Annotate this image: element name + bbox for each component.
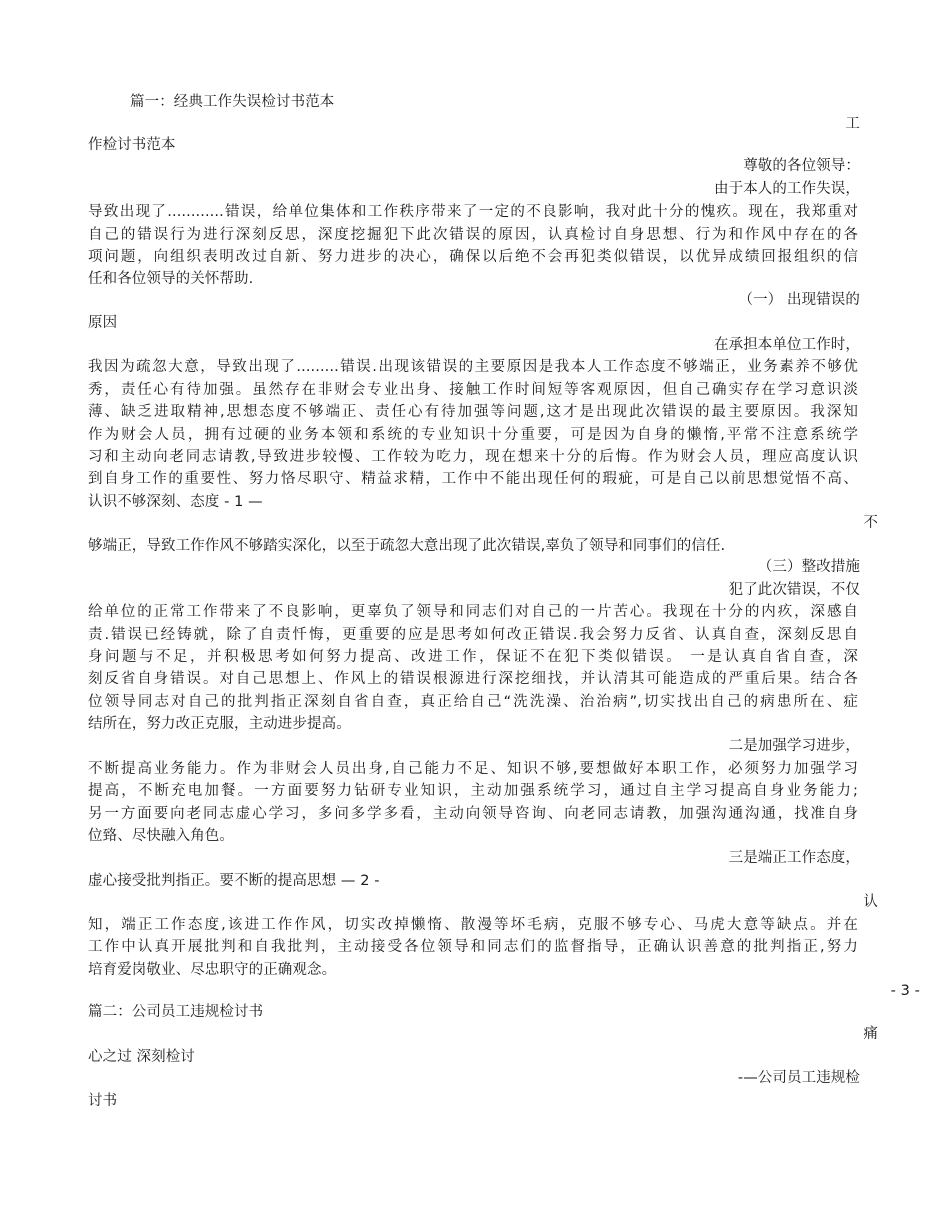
paragraph-line: 认识不够深刻、态度 - 1 — (88, 494, 263, 510)
salutation: 尊敬的各位领导： (743, 158, 860, 174)
paragraph-line: 薄、缺乏进取精神,思想态度不够端正、责任心有待加强等问题,这才是出现此次错误的最主要原因。我深知 (88, 404, 858, 420)
paragraph-line: 知，端正工作态度,该进工作作风，切实改掉懒惰、散漫等坏毛病，克服不够专心、马虎大意等缺点。并在 (88, 917, 858, 933)
paragraph-line: 到自身工作的重要性、努力恪尽职守、精益求精，工作中不能出现任何的瑕疵，可是自己以前思想觉悟不高、 (88, 471, 858, 487)
paragraph-line: 位臵、尽快融入角色。 (88, 828, 234, 844)
paragraph-line: 另一方面要向老同志虚心学习，多问多学多看，主动向领导咨询、向老同志请教，加强沟通沟通，找准自身 (88, 806, 858, 822)
subheading: （三）整改措施 (757, 559, 860, 575)
paragraph-line: 结所在，努力改正克服，主动进步提高。 (88, 716, 351, 732)
paragraph-line: 秀，责任心有待加强。虽然存在非财会专业出身、接触工作时间短等客观原因，但自己确实存在学习意识淡 (88, 382, 858, 398)
paragraph-line: 工作中认真开展批判和自我批判，主动接受各位领导和同志们的监督指导，正确认识善意的批判指正,努力 (88, 939, 858, 955)
paragraph-line: 责.错误已经铸就，除了自责忏悔，更重要的应是思考如何改正错误.我会努力反省、认真自查，深刻反思自 (88, 627, 858, 643)
subheading: （一） 出现错误的 (738, 292, 860, 308)
line: 讨书 (88, 1093, 118, 1109)
paragraph-line: 给单位的正常工作带来了不良影响，更辜负了领导和同志们对自己的一片苦心。我现在十分的内疚，深感自 (88, 604, 858, 620)
paragraph-line: 自己的错误行为进行深刻反思，深度挖掘犯下此次错误的原因，认真检讨自身思想、行为和作风中存在的各 (88, 227, 858, 243)
paragraph-line: 不断提高业务能力。作为非财会人员出身,自己能力不足、知识不够,要想做好本职工作，必须努力加强学习 (88, 761, 858, 777)
paragraph-line: 虚心接受批判指正。要不断的提高思想 — 2 - (88, 873, 380, 889)
paragraph-line: 培育爱岗敬业、尽忠职守的正确观念。 (88, 962, 337, 978)
line: 工 (845, 116, 860, 132)
section-2-title: 篇二：公司员工违规检讨书 (88, 1004, 264, 1020)
page-number: - 3 - (890, 983, 920, 999)
paragraph-line: 位领导同志对自己的批判指正深刻自省自查，真正给自己“洗洗澡、治治病”,切实找出自己的病患所在、症 (88, 694, 858, 710)
paragraph-line: 导致出现了............错误，给单位集体和工作秩序带来了一定的不良影响，我对此十分的愧疚。现在，我郑重对 (88, 204, 858, 220)
line: -—公司员工违规检 (737, 1070, 860, 1086)
line: 痛 (863, 1026, 878, 1042)
paragraph-line: 三是端正工作态度， (728, 850, 860, 866)
paragraph-line: 刻反省自身错误。对自己思想上、作风上的错误根源进行深挖细找，并认清其可能造成的严重后果。结合各 (88, 671, 858, 687)
paragraph-line: 任和各位领导的关怀帮助. (88, 271, 254, 287)
paragraph-line: 够端正，导致工作作风不够踏实深化，以至于疏忽大意出现了此次错误,辜负了领导和同事们的信任. (88, 538, 726, 554)
line: 作检讨书范本 (88, 137, 176, 153)
line: 心之过 深刻检讨 (88, 1049, 195, 1065)
paragraph-line: 在承担本单位工作时， (714, 337, 860, 353)
paragraph-line: 提高，不断充电加餐。一方面要努力钻研专业知识，主动加强系统学习，通过自主学习提高自身业务能力; (88, 783, 858, 799)
paragraph-line: 不 (863, 515, 878, 531)
paragraph-line: 由于本人的工作失误， (714, 181, 860, 197)
paragraph-line: 习和主动向老同志请教,导致进步较慢、工作较为吃力，现在想来十分的后悔。作为财会人员，理应高度认识 (88, 449, 858, 465)
paragraph-line: 作为财会人员，拥有过硬的业务本领和系统的专业知识十分重要，可是因为自身的懒惰,平常不注意系统学 (88, 427, 858, 443)
paragraph-line: 项问题，向组织表明改过自新、努力进步的决心，确保以后绝不会再犯类似错误，以优异成绩回报组织的信 (88, 249, 858, 265)
paragraph-line: 我因为疏忽大意，导致出现了.........错误.出现该错误的主要原因是我本人工作态度不够端正，业务素养不够优 (88, 359, 858, 375)
paragraph-line: 犯了此次错误，不仅 (728, 582, 860, 598)
subheading: 原因 (88, 315, 118, 331)
paragraph-line: 身问题与不足，并积极思考如何努力提高、改进工作，保证不在犯下类似错误。 一是认真自省自查，深 (88, 649, 858, 665)
paragraph-line: 认 (863, 894, 878, 910)
paragraph-line: 二是加强学习进步， (728, 738, 860, 754)
section-1-title: 篇一：经典工作失误检讨书范本 (130, 94, 335, 110)
